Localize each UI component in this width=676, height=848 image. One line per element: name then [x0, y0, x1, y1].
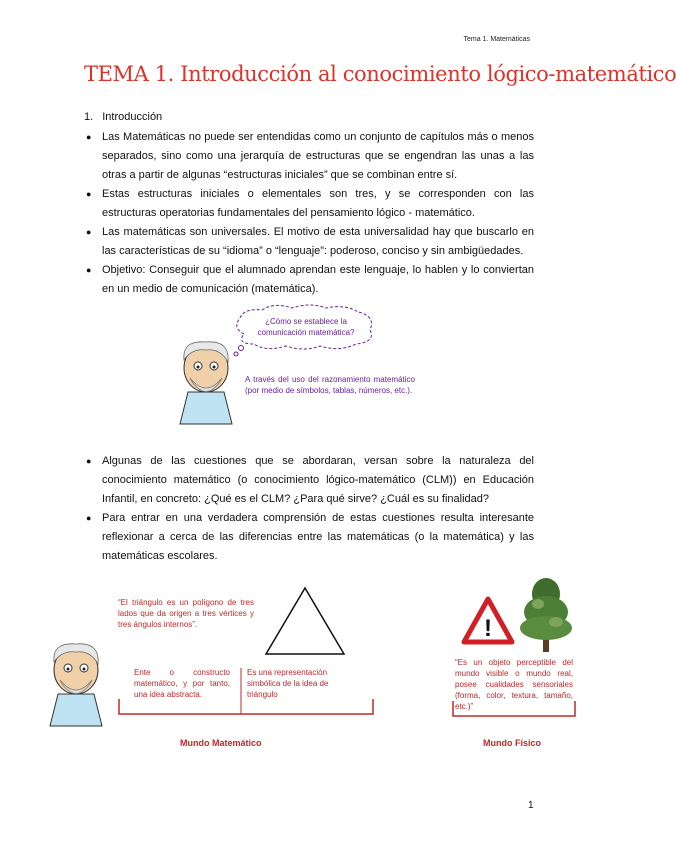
- bullet-list-top: [84, 128, 534, 299]
- triangle-icon: [262, 584, 348, 658]
- representation-text: Es una representación simbólica de la idea de triángulo: [247, 668, 329, 699]
- section-number: 1.: [84, 111, 94, 123]
- bracket-divider: [452, 700, 576, 720]
- section-title: Introducción: [102, 111, 163, 123]
- bullet-icon: ●: [86, 456, 92, 466]
- bracket-divider: [118, 698, 374, 718]
- mundo-fisico-label: Mundo Físico: [483, 738, 541, 748]
- list-item: ● Para entrar en una verdadera comprensión de estas cuestiones resulta interesante reflexionar a cerca de las diferencias entre las matemáticas (o la matemática) y las matemáticas escolares.: [84, 509, 534, 566]
- bullet-icon: ●: [86, 513, 92, 523]
- ente-text: Ente o constructo matemático, y por tanto, una idea abstracta.: [134, 668, 230, 699]
- old-man-cartoon-icon: [42, 636, 112, 728]
- triangle-definition: “El triángulo es un polígono de tres lados que da origen a tres vértices y tres ángulos internos”.: [118, 598, 254, 629]
- mundo-matematico-label: Mundo Matemático: [180, 738, 262, 748]
- running-header: Tema 1. Matemáticas: [463, 36, 530, 43]
- page-title: TEMA 1. Introducción al conocimiento lógico-matemático: [84, 62, 676, 86]
- list-item: ● Algunas de las cuestiones que se abordaran, versan sobre la naturaleza del conocimiento matemático (o conocimiento lógico-matemático (CLM)) en Educación Infantil, en concreto: ¿Qué es el CLM? ¿Para qué sirve? ¿Cuál es su finalidad?: [84, 452, 534, 509]
- cloud-answer: A través del uso del razonamiento matemático (por medio de símbolos, tablas, números, etc.).: [245, 375, 415, 395]
- svg-text:!: !: [484, 615, 492, 642]
- physical-object-definition: “Es un objeto perceptible del mundo visible o mundo real, posee cualidades sensoriales (forma, color, textura, tamaño, etc.)”: [455, 658, 573, 711]
- warning-sign-icon: [462, 596, 514, 646]
- bullet-icon: ●: [86, 227, 92, 237]
- list-item: ● Las Matemáticas no puede ser entendidas como un conjunto de capítulos más o menos separados, sino como una jerarquía de estructuras que se engendran las unas a las otras a partir de algunas “estructuras iniciales” que se combinan entre sí.: [84, 128, 534, 185]
- tree-icon: [516, 576, 576, 654]
- page-number: 1: [528, 800, 534, 811]
- list-item: ● Objetivo: Conseguir que el alumnado aprendan este lenguaje, lo hablen y lo conviertan en un medio de comunicación (matemática).: [84, 261, 534, 299]
- cloud-question: ¿Cómo se establece la comunicación matemática?: [257, 317, 355, 337]
- bullet-icon: ●: [86, 132, 92, 142]
- section-heading: [84, 111, 162, 123]
- bullet-icon: ●: [86, 189, 92, 199]
- list-item: ● Estas estructuras iniciales o elementales son tres, y se corresponden con las estructuras operatorias fundamentales del pensamiento lógico - matemático.: [84, 185, 534, 223]
- list-item: ● Las matemáticas son universales. El motivo de esta universalidad hay que buscarlo en las características de su “idioma” o “lenguaje”: poderoso, conciso y sin ambigüedades.: [84, 223, 534, 261]
- bullet-list-bottom: [84, 452, 534, 566]
- bullet-icon: ●: [86, 265, 92, 275]
